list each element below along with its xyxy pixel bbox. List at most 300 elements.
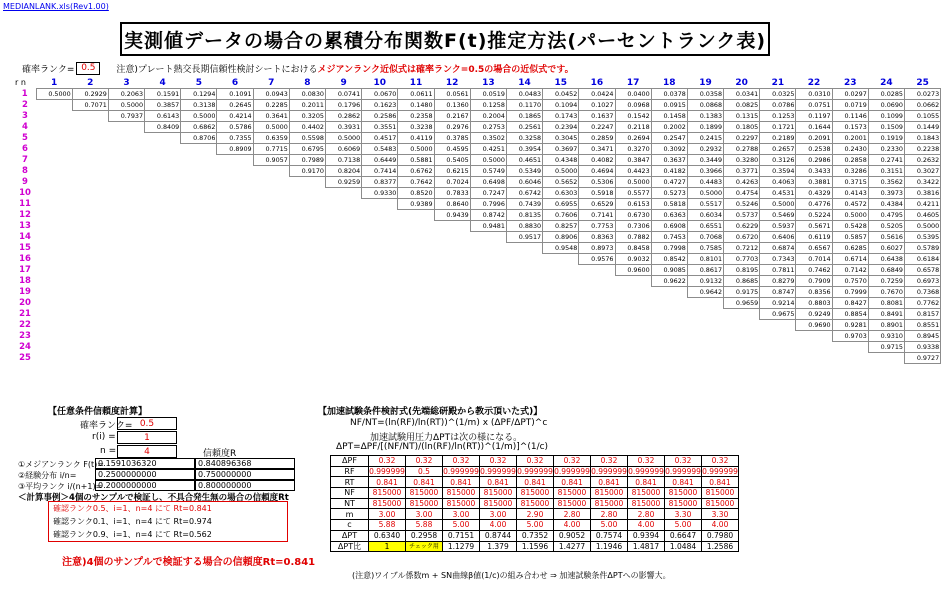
rank-cell[interactable]: 0.9727 <box>905 353 941 364</box>
rank-cell[interactable]: 0.6363 <box>651 210 687 221</box>
rank-cell[interactable]: 0.1644 <box>796 122 832 133</box>
rank-cell[interactable]: 0.1743 <box>543 111 579 122</box>
accel-cell[interactable]: 0.32 <box>591 456 628 467</box>
accel-cell[interactable]: 2.80 <box>554 509 591 520</box>
accel-cell[interactable]: 1 <box>369 541 406 552</box>
rank-cell[interactable] <box>289 265 325 276</box>
accel-cell[interactable]: 2.80 <box>591 509 628 520</box>
rank-cell[interactable] <box>108 342 144 353</box>
accel-cell[interactable]: 815000 <box>443 498 480 509</box>
rank-cell[interactable]: 0.8830 <box>506 221 542 232</box>
rank-cell[interactable] <box>724 331 760 342</box>
rank-cell[interactable]: 0.5577 <box>615 188 651 199</box>
rank-cell[interactable] <box>145 199 181 210</box>
accel-cell[interactable]: 815000 <box>406 498 443 509</box>
rank-cell[interactable] <box>362 353 398 364</box>
rank-cell[interactable] <box>108 155 144 166</box>
accel-cell[interactable]: 1.4277 <box>554 541 591 552</box>
rank-cell[interactable]: 0.3205 <box>289 111 325 122</box>
accel-cell[interactable]: 0.999999 <box>665 467 701 477</box>
rank-cell[interactable]: 0.8742 <box>470 210 506 221</box>
rank-cell[interactable] <box>470 342 506 353</box>
rank-cell[interactable]: 0.3422 <box>905 177 941 188</box>
rank-cell[interactable] <box>615 353 651 364</box>
accel-cell[interactable]: 5.00 <box>517 520 554 531</box>
rank-cell[interactable]: 0.3857 <box>145 100 181 111</box>
rank-cell[interactable]: 0.8409 <box>145 122 181 133</box>
accel-cell[interactable]: 0.6647 <box>665 530 702 541</box>
rank-cell[interactable] <box>362 254 398 265</box>
rank-cell[interactable]: 0.6908 <box>651 221 687 232</box>
rank-cell[interactable]: 0.7715 <box>253 144 289 155</box>
rank-cell[interactable] <box>470 353 506 364</box>
rank-cell[interactable] <box>72 254 108 265</box>
rank-cell[interactable]: 0.5000 <box>760 199 796 210</box>
rank-cell[interactable]: 0.5306 <box>579 177 615 188</box>
rank-cell[interactable]: 0.4384 <box>868 199 904 210</box>
rank-cell[interactable] <box>434 265 470 276</box>
rank-cell[interactable]: 0.2238 <box>905 144 941 155</box>
rank-cell[interactable] <box>36 342 72 353</box>
rank-cell[interactable]: 0.8081 <box>868 298 904 309</box>
rank-cell[interactable] <box>543 320 579 331</box>
rank-cell[interactable] <box>72 177 108 188</box>
rank-cell[interactable] <box>434 254 470 265</box>
rank-cell[interactable]: 0.7462 <box>796 265 832 276</box>
rank-cell[interactable]: 0.5000 <box>543 166 579 177</box>
rank-cell[interactable]: 0.2859 <box>579 133 615 144</box>
rank-cell[interactable]: 0.0670 <box>362 89 398 100</box>
rank-cell[interactable] <box>615 331 651 342</box>
accel-cell[interactable]: 0.7574 <box>591 530 628 541</box>
rank-cell[interactable] <box>506 276 542 287</box>
rank-cell[interactable] <box>362 331 398 342</box>
rank-cell[interactable]: 0.7071 <box>72 100 108 111</box>
rank-cell[interactable]: 0.2063 <box>108 89 144 100</box>
rank-cell[interactable]: 0.5749 <box>470 166 506 177</box>
rank-cell[interactable]: 0.2858 <box>832 155 868 166</box>
rank-cell[interactable]: 0.5246 <box>724 199 760 210</box>
rank-cell[interactable] <box>687 309 723 320</box>
rank-cell[interactable]: 0.9132 <box>687 276 723 287</box>
rank-cell[interactable] <box>362 243 398 254</box>
rank-cell[interactable]: 0.7996 <box>470 199 506 210</box>
accel-cell[interactable]: 3.00 <box>480 509 517 520</box>
rank-cell[interactable]: 0.3045 <box>543 133 579 144</box>
rank-cell[interactable]: 0.3715 <box>832 177 868 188</box>
rank-cell[interactable] <box>543 353 579 364</box>
rank-cell[interactable]: 0.7762 <box>905 298 941 309</box>
rank-cell[interactable] <box>362 199 398 210</box>
accel-cell[interactable]: 0.999999 <box>554 467 590 477</box>
accel-cell[interactable]: 5.00 <box>443 520 480 531</box>
rank-cell[interactable]: 0.5000 <box>181 111 217 122</box>
rank-cell[interactable]: 0.4423 <box>615 166 651 177</box>
accel-cell[interactable]: 0.841 <box>628 477 665 488</box>
rank-cell[interactable]: 0.3270 <box>615 144 651 155</box>
rank-cell[interactable]: 0.4776 <box>796 199 832 210</box>
rank-cell[interactable]: 0.4329 <box>796 188 832 199</box>
rank-cell[interactable] <box>326 342 362 353</box>
rank-cell[interactable]: 0.1094 <box>543 100 579 111</box>
rank-cell[interactable]: 0.6069 <box>326 144 362 155</box>
rank-cell[interactable]: 0.6578 <box>905 265 941 276</box>
rank-cell[interactable]: 0.1383 <box>687 111 723 122</box>
rank-cell[interactable]: 0.7909 <box>796 276 832 287</box>
rank-cell[interactable] <box>253 265 289 276</box>
rank-cell[interactable] <box>760 342 796 353</box>
rank-cell[interactable] <box>36 265 72 276</box>
rank-cell[interactable] <box>615 320 651 331</box>
rank-cell[interactable]: 0.8135 <box>506 210 542 221</box>
rank-cell[interactable]: 0.6529 <box>579 199 615 210</box>
accel-cell[interactable]: 815000 <box>369 498 406 509</box>
rank-cell[interactable] <box>36 254 72 265</box>
rank-cell[interactable]: 0.3138 <box>181 100 217 111</box>
accel-cell[interactable]: 0.841 <box>406 477 443 488</box>
rank-cell[interactable] <box>145 232 181 243</box>
rank-cell[interactable]: 0.4572 <box>832 199 868 210</box>
rank-cell[interactable]: 0.1091 <box>217 89 253 100</box>
rank-cell[interactable]: 0.1573 <box>832 122 868 133</box>
rank-cell[interactable] <box>326 221 362 232</box>
rank-cell[interactable]: 0.1509 <box>868 122 904 133</box>
accel-cell[interactable]: 0.999999 <box>480 467 516 477</box>
rank-cell[interactable] <box>253 320 289 331</box>
rank-cell[interactable] <box>72 133 108 144</box>
rank-cell[interactable]: 0.9175 <box>724 287 760 298</box>
rank-cell[interactable] <box>434 342 470 353</box>
rank-cell[interactable]: 0.4214 <box>217 111 253 122</box>
rank-cell[interactable]: 0.3847 <box>615 155 651 166</box>
rank-cell[interactable] <box>724 309 760 320</box>
rank-cell[interactable] <box>651 320 687 331</box>
rank-cell[interactable] <box>108 320 144 331</box>
rank-cell[interactable]: 0.9622 <box>651 276 687 287</box>
rank-cell[interactable] <box>398 221 434 232</box>
rank-cell[interactable] <box>434 243 470 254</box>
accel-cell[interactable]: 0.999999 <box>591 467 627 477</box>
rank-cell[interactable] <box>506 254 542 265</box>
rank-cell[interactable]: 0.7703 <box>724 254 760 265</box>
rank-cell[interactable]: 0.2001 <box>832 133 868 144</box>
rank-cell[interactable]: 0.4651 <box>506 155 542 166</box>
rank-cell[interactable] <box>108 232 144 243</box>
rank-cell[interactable] <box>145 276 181 287</box>
rank-cell[interactable] <box>398 298 434 309</box>
rank-cell[interactable] <box>181 166 217 177</box>
rank-cell[interactable]: 0.9642 <box>687 287 723 298</box>
rank-cell[interactable]: 0.6714 <box>832 254 868 265</box>
rank-cell[interactable]: 0.5000 <box>326 133 362 144</box>
rank-cell[interactable] <box>217 287 253 298</box>
rank-cell[interactable]: 0.6795 <box>289 144 325 155</box>
rank-cell[interactable] <box>253 353 289 364</box>
rank-cell[interactable]: 0.8706 <box>181 133 217 144</box>
accel-cell[interactable]: 0.7352 <box>517 530 554 541</box>
rank-cell[interactable] <box>217 265 253 276</box>
rank-cell[interactable]: 0.2189 <box>760 133 796 144</box>
rank-cell[interactable] <box>506 298 542 309</box>
rank-cell[interactable] <box>289 287 325 298</box>
rank-cell[interactable]: 0.2118 <box>615 122 651 133</box>
rank-cell[interactable]: 0.1146 <box>832 111 868 122</box>
rank-cell[interactable] <box>289 309 325 320</box>
rank-cell[interactable]: 0.7439 <box>506 199 542 210</box>
rank-cell[interactable] <box>145 254 181 265</box>
rank-cell[interactable] <box>145 320 181 331</box>
rank-cell[interactable]: 0.7212 <box>724 243 760 254</box>
rank-cell[interactable] <box>253 177 289 188</box>
rank-cell[interactable]: 0.5789 <box>905 243 941 254</box>
rank-cell[interactable]: 0.0424 <box>579 89 615 100</box>
accel-cell[interactable]: 5.88 <box>406 520 443 531</box>
rank-cell[interactable] <box>108 166 144 177</box>
rank-cell[interactable]: 0.5349 <box>506 166 542 177</box>
rank-cell[interactable]: 0.5818 <box>651 199 687 210</box>
accel-cell[interactable]: 3.00 <box>406 509 443 520</box>
accel-cell[interactable]: 815000 <box>554 498 591 509</box>
rank-cell[interactable]: 0.9281 <box>832 320 868 331</box>
rank-cell[interactable]: 0.8542 <box>651 254 687 265</box>
rank-cell[interactable] <box>181 177 217 188</box>
rank-cell[interactable] <box>326 243 362 254</box>
rank-cell[interactable] <box>36 331 72 342</box>
accel-cell[interactable]: 0.32 <box>628 456 665 467</box>
rank-cell[interactable] <box>398 342 434 353</box>
accel-cell[interactable]: 1.2586 <box>702 541 739 552</box>
rank-cell[interactable] <box>326 210 362 221</box>
accel-cell[interactable]: チェック用 <box>406 541 443 552</box>
rank-cell[interactable]: 0.8356 <box>796 287 832 298</box>
accel-cell[interactable]: 3.30 <box>665 509 702 520</box>
rank-cell[interactable] <box>108 188 144 199</box>
rank-cell[interactable]: 0.0719 <box>832 100 868 111</box>
rank-cell[interactable]: 0.2694 <box>615 133 651 144</box>
rank-cell[interactable]: 0.3471 <box>579 144 615 155</box>
rank-cell[interactable] <box>253 210 289 221</box>
accel-cell[interactable]: 5.00 <box>591 520 628 531</box>
rank-cell[interactable] <box>543 342 579 353</box>
rank-cell[interactable]: 0.1027 <box>579 100 615 111</box>
rank-cell[interactable]: 0.4531 <box>760 188 796 199</box>
rank-cell[interactable] <box>36 210 72 221</box>
rank-cell[interactable] <box>253 287 289 298</box>
rank-cell[interactable]: 0.7355 <box>217 133 253 144</box>
rank-cell[interactable] <box>253 188 289 199</box>
rank-cell[interactable] <box>289 199 325 210</box>
rank-cell[interactable] <box>724 320 760 331</box>
rank-cell[interactable]: 0.0341 <box>724 89 760 100</box>
rank-cell[interactable] <box>108 254 144 265</box>
rank-cell[interactable] <box>217 155 253 166</box>
rank-cell[interactable]: 0.8906 <box>543 232 579 243</box>
accel-cell[interactable]: 0.9394 <box>628 530 665 541</box>
rank-cell[interactable] <box>651 342 687 353</box>
rank-cell[interactable]: 0.7999 <box>832 287 868 298</box>
rank-cell[interactable] <box>181 210 217 221</box>
rank-cell[interactable]: 0.6027 <box>868 243 904 254</box>
rank-cell[interactable] <box>181 320 217 331</box>
rank-cell[interactable] <box>145 309 181 320</box>
rank-cell[interactable] <box>398 287 434 298</box>
rank-cell[interactable] <box>108 276 144 287</box>
rank-cell[interactable] <box>36 144 72 155</box>
rank-cell[interactable]: 0.7142 <box>832 265 868 276</box>
rank-cell[interactable]: 0.5000 <box>615 177 651 188</box>
calc-n-input[interactable]: 4 <box>117 445 177 458</box>
rank-cell[interactable]: 0.8195 <box>724 265 760 276</box>
rank-cell[interactable]: 0.5786 <box>217 122 253 133</box>
rank-cell[interactable] <box>434 298 470 309</box>
accel-cell[interactable]: 815000 <box>628 498 665 509</box>
rank-cell[interactable] <box>434 276 470 287</box>
rank-cell[interactable]: 0.2167 <box>434 111 470 122</box>
accel-cell[interactable]: 2.80 <box>628 509 665 520</box>
rank-cell[interactable] <box>326 232 362 243</box>
rank-cell[interactable]: 0.3280 <box>724 155 760 166</box>
rank-cell[interactable]: 0.5428 <box>832 221 868 232</box>
rank-cell[interactable] <box>398 309 434 320</box>
rank-cell[interactable]: 0.3126 <box>760 155 796 166</box>
rank-cell[interactable]: 0.5000 <box>398 144 434 155</box>
rank-cell[interactable]: 0.4251 <box>470 144 506 155</box>
rank-cell[interactable] <box>145 353 181 364</box>
rank-cell[interactable]: 0.3931 <box>326 122 362 133</box>
rank-cell[interactable] <box>72 144 108 155</box>
rank-cell[interactable]: 0.5395 <box>905 232 941 243</box>
rank-cell[interactable] <box>72 166 108 177</box>
rank-cell[interactable]: 0.2285 <box>253 100 289 111</box>
rank-cell[interactable] <box>253 199 289 210</box>
rank-cell[interactable]: 0.2741 <box>868 155 904 166</box>
rank-cell[interactable] <box>289 342 325 353</box>
rank-cell[interactable] <box>289 243 325 254</box>
rank-cell[interactable]: 0.9548 <box>543 243 579 254</box>
accel-cell[interactable]: 815000 <box>517 488 554 499</box>
rank-cell[interactable]: 0.7606 <box>543 210 579 221</box>
rank-cell[interactable] <box>470 243 506 254</box>
rank-cell[interactable]: 0.1197 <box>796 111 832 122</box>
rank-cell[interactable] <box>362 221 398 232</box>
rank-cell[interactable]: 0.8257 <box>543 221 579 232</box>
rank-cell[interactable]: 0.0561 <box>434 89 470 100</box>
rank-cell[interactable]: 0.4263 <box>724 177 760 188</box>
rank-cell[interactable] <box>398 331 434 342</box>
accel-cell[interactable]: 0.32 <box>702 456 739 467</box>
rank-cell[interactable] <box>36 298 72 309</box>
rank-cell[interactable] <box>470 298 506 309</box>
rank-cell[interactable]: 0.0741 <box>326 89 362 100</box>
rank-cell[interactable] <box>181 221 217 232</box>
rank-cell[interactable]: 0.7414 <box>362 166 398 177</box>
rank-cell[interactable]: 0.5469 <box>760 210 796 221</box>
rank-cell[interactable] <box>579 298 615 309</box>
rank-cell[interactable] <box>145 243 181 254</box>
rank-cell[interactable]: 0.6184 <box>905 254 941 265</box>
rank-cell[interactable]: 0.2297 <box>724 133 760 144</box>
rank-cell[interactable] <box>72 298 108 309</box>
rank-cell[interactable]: 0.8640 <box>434 199 470 210</box>
rank-cell[interactable] <box>326 309 362 320</box>
rank-cell[interactable] <box>470 331 506 342</box>
rank-cell[interactable]: 0.0786 <box>760 100 796 111</box>
rank-cell[interactable] <box>760 353 796 364</box>
rank-cell[interactable]: 0.8973 <box>579 243 615 254</box>
rank-cell[interactable]: 0.7811 <box>760 265 796 276</box>
rank-cell[interactable] <box>145 331 181 342</box>
rank-cell[interactable] <box>434 287 470 298</box>
accel-cell[interactable]: 0.2958 <box>406 530 443 541</box>
accel-cell[interactable]: 0.32 <box>665 456 702 467</box>
rank-cell[interactable] <box>289 188 325 199</box>
rank-cell[interactable] <box>72 232 108 243</box>
accel-cell[interactable]: 815000 <box>665 498 702 509</box>
rank-cell[interactable] <box>326 199 362 210</box>
rank-cell[interactable]: 0.8520 <box>398 188 434 199</box>
rank-cell[interactable]: 0.1805 <box>724 122 760 133</box>
rank-cell[interactable]: 0.2547 <box>651 133 687 144</box>
rank-cell[interactable] <box>181 342 217 353</box>
rank-cell[interactable] <box>36 188 72 199</box>
rank-cell[interactable] <box>181 265 217 276</box>
rank-cell[interactable] <box>760 320 796 331</box>
rank-cell[interactable] <box>506 331 542 342</box>
rank-cell[interactable] <box>72 188 108 199</box>
rank-cell[interactable]: 0.6567 <box>796 243 832 254</box>
accel-cell[interactable]: 0.841 <box>702 477 739 488</box>
rank-cell[interactable]: 0.4348 <box>543 155 579 166</box>
rank-cell[interactable] <box>108 221 144 232</box>
rank-cell[interactable]: 0.7642 <box>398 177 434 188</box>
rank-cell[interactable] <box>72 221 108 232</box>
rank-cell[interactable]: 0.9439 <box>434 210 470 221</box>
rank-cell[interactable]: 0.5273 <box>651 188 687 199</box>
rank-cell[interactable]: 0.9310 <box>868 331 904 342</box>
rank-cell[interactable] <box>543 309 579 320</box>
rank-cell[interactable] <box>253 166 289 177</box>
rank-cell[interactable] <box>36 100 72 111</box>
rank-cell[interactable]: 0.1865 <box>506 111 542 122</box>
rank-cell[interactable] <box>760 331 796 342</box>
rank-cell[interactable]: 0.1360 <box>434 100 470 111</box>
rank-cell[interactable]: 0.0325 <box>760 89 796 100</box>
rank-cell[interactable] <box>217 188 253 199</box>
rank-cell[interactable]: 0.7306 <box>615 221 651 232</box>
rank-cell[interactable]: 0.6046 <box>506 177 542 188</box>
rank-cell[interactable] <box>253 298 289 309</box>
rank-cell[interactable] <box>651 331 687 342</box>
rank-cell[interactable] <box>72 199 108 210</box>
rank-cell[interactable]: 0.0297 <box>832 89 868 100</box>
rank-cell[interactable] <box>398 210 434 221</box>
rank-cell[interactable] <box>362 320 398 331</box>
accel-cell[interactable]: 0.32 <box>517 456 554 467</box>
rank-cell[interactable]: 0.7833 <box>434 188 470 199</box>
rank-cell[interactable]: 0.3562 <box>868 177 904 188</box>
rank-cell[interactable] <box>108 144 144 155</box>
rank-cell[interactable]: 0.8491 <box>868 309 904 320</box>
rank-cell[interactable] <box>506 353 542 364</box>
rank-cell[interactable]: 0.6359 <box>253 133 289 144</box>
rank-cell[interactable] <box>651 353 687 364</box>
rank-cell[interactable]: 0.1458 <box>651 111 687 122</box>
rank-cell[interactable] <box>289 298 325 309</box>
rank-cell[interactable]: 0.1591 <box>145 89 181 100</box>
rank-cell[interactable]: 0.8945 <box>905 331 941 342</box>
rank-cell[interactable]: 0.0483 <box>506 89 542 100</box>
rank-cell[interactable]: 0.3502 <box>470 133 506 144</box>
